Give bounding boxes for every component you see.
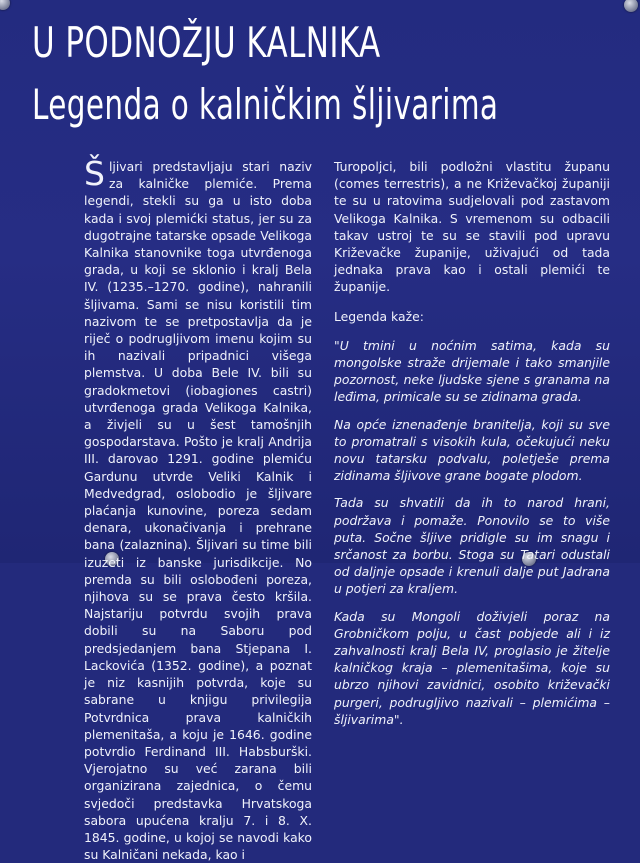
title-line-2: Legenda o kalničkim šljivarima	[32, 80, 499, 129]
legend-paragraph: Kada su Mongoli doživjeli poraz na Grobničkom polju, u čast pobjede ali i iz zahvalnosti kralj Bela IV, proglasio je žitelje kalničkog kraja – plemenitašima, koje su ubrzo njihovi zavidnici, osobito križevački purgeri, podrugljivo nazivali – plemićima – šljivarima".	[334, 608, 610, 727]
legend-says-heading: Legenda kaže:	[334, 308, 424, 324]
left-column-text: ljivari predstavljaju stari naziv za kalničke plemiće. Prema legendi, stekli su ga u isto doba kada i svoj plemićki status, jer su za dugotrajne tatarske opsade Velikoga Kalnika stanovnike toga utvrđenoga grada, u koji se sklonio i kralj Bela IV. (1235.–1270. godine), nahranili šljivama. Sami se nisu koristili tim nazivom te se pretpostavlja da je riječ o podrugljivom imenu kojim su ih nazivali pripadnici višega plemstva. U doba Bele IV. bili su gradokmetovi (iobagiones castri) utvrđenoga grada Velikoga Kalnika, a živjeli su u šest tamošnjih gospodarstava. Pošto je kralj Andrija III. darovao 1291. godine plemiću Gardunu utvrde Veliki Kalnik i Medvedgrad, oslobodio je šljivare plaćanja kunovine, poreza sedam denara, ukonačivanja i prehrane bana (zalaznina). Šljivari su time bili izuzeti iz banske jurisdikcije. No premda su bili oslobođeni poreza, njihova su se prava često kršila. Najstariju potvrdu svojih prava dobili su na Saboru pod predsjedanjem bana Stjepana I. Lackovića (1352. godine), a poznat je niz kasnijih potvrda, koje su sabrane u knjigu privilegija Potvrdnica prava kalničkih plemenitaša, a koju je 1646. godine potvrdio Ferdinand III. Habsburški. Vjerojatno su već zarana bili organizirana zajednica, o čemu svjedoči predstavka Hrvatskoga sabora upućena kralju 7. i 8. X. 1845. godine, u kojoj se navodi kako su Kalničani nekada, kao i	[84, 159, 312, 863]
left-column	[84, 154, 312, 863]
right-column	[334, 158, 610, 738]
title-line-1: U PODNOŽJU KALNIKA	[32, 18, 381, 67]
legend-paragraph: "U tmini u noćnim satima, kada su mongolske straže drijemale i tako smanjile pozornost, neke ljudske sjene s granama na leđima, primicale su se zidinama grada.	[334, 337, 610, 405]
top-right-bolt	[624, 0, 638, 12]
right-column-intro: Turopoljci, bili podložni vlastitu županu (comes terrestris), a ne Križevačkoj županiji te su u ratovima sudjelovali pod zastavom Velikoga Kalnika. S vremenom su odbacili takav ustroj te su se stavili pod upravu Križevačke županije, uživajući od tada jednaka prava kao i ostali plemići te županije.	[334, 159, 610, 295]
drop-cap: Š	[84, 154, 105, 193]
top-left-bolt	[0, 0, 10, 10]
legend-paragraph: Tada su shvatili da ih to narod hrani, podržava i pomaže. Ponovilo se to više puta. Sočne šljive pridigle su im snagu i srčanost za borbu. Stoga su Tatari odustali od daljnje opsade i krenuli dalje put Jadrana u potjeri za kraljem.	[334, 495, 610, 597]
legend-paragraph: Na općе iznenađenje branitelja, koji su sve to promatrali s visokih kula, očekujući neku novu tatarsku podvalu, poletješe prema zidinama šljivove grane bogate plodom.	[334, 416, 610, 484]
